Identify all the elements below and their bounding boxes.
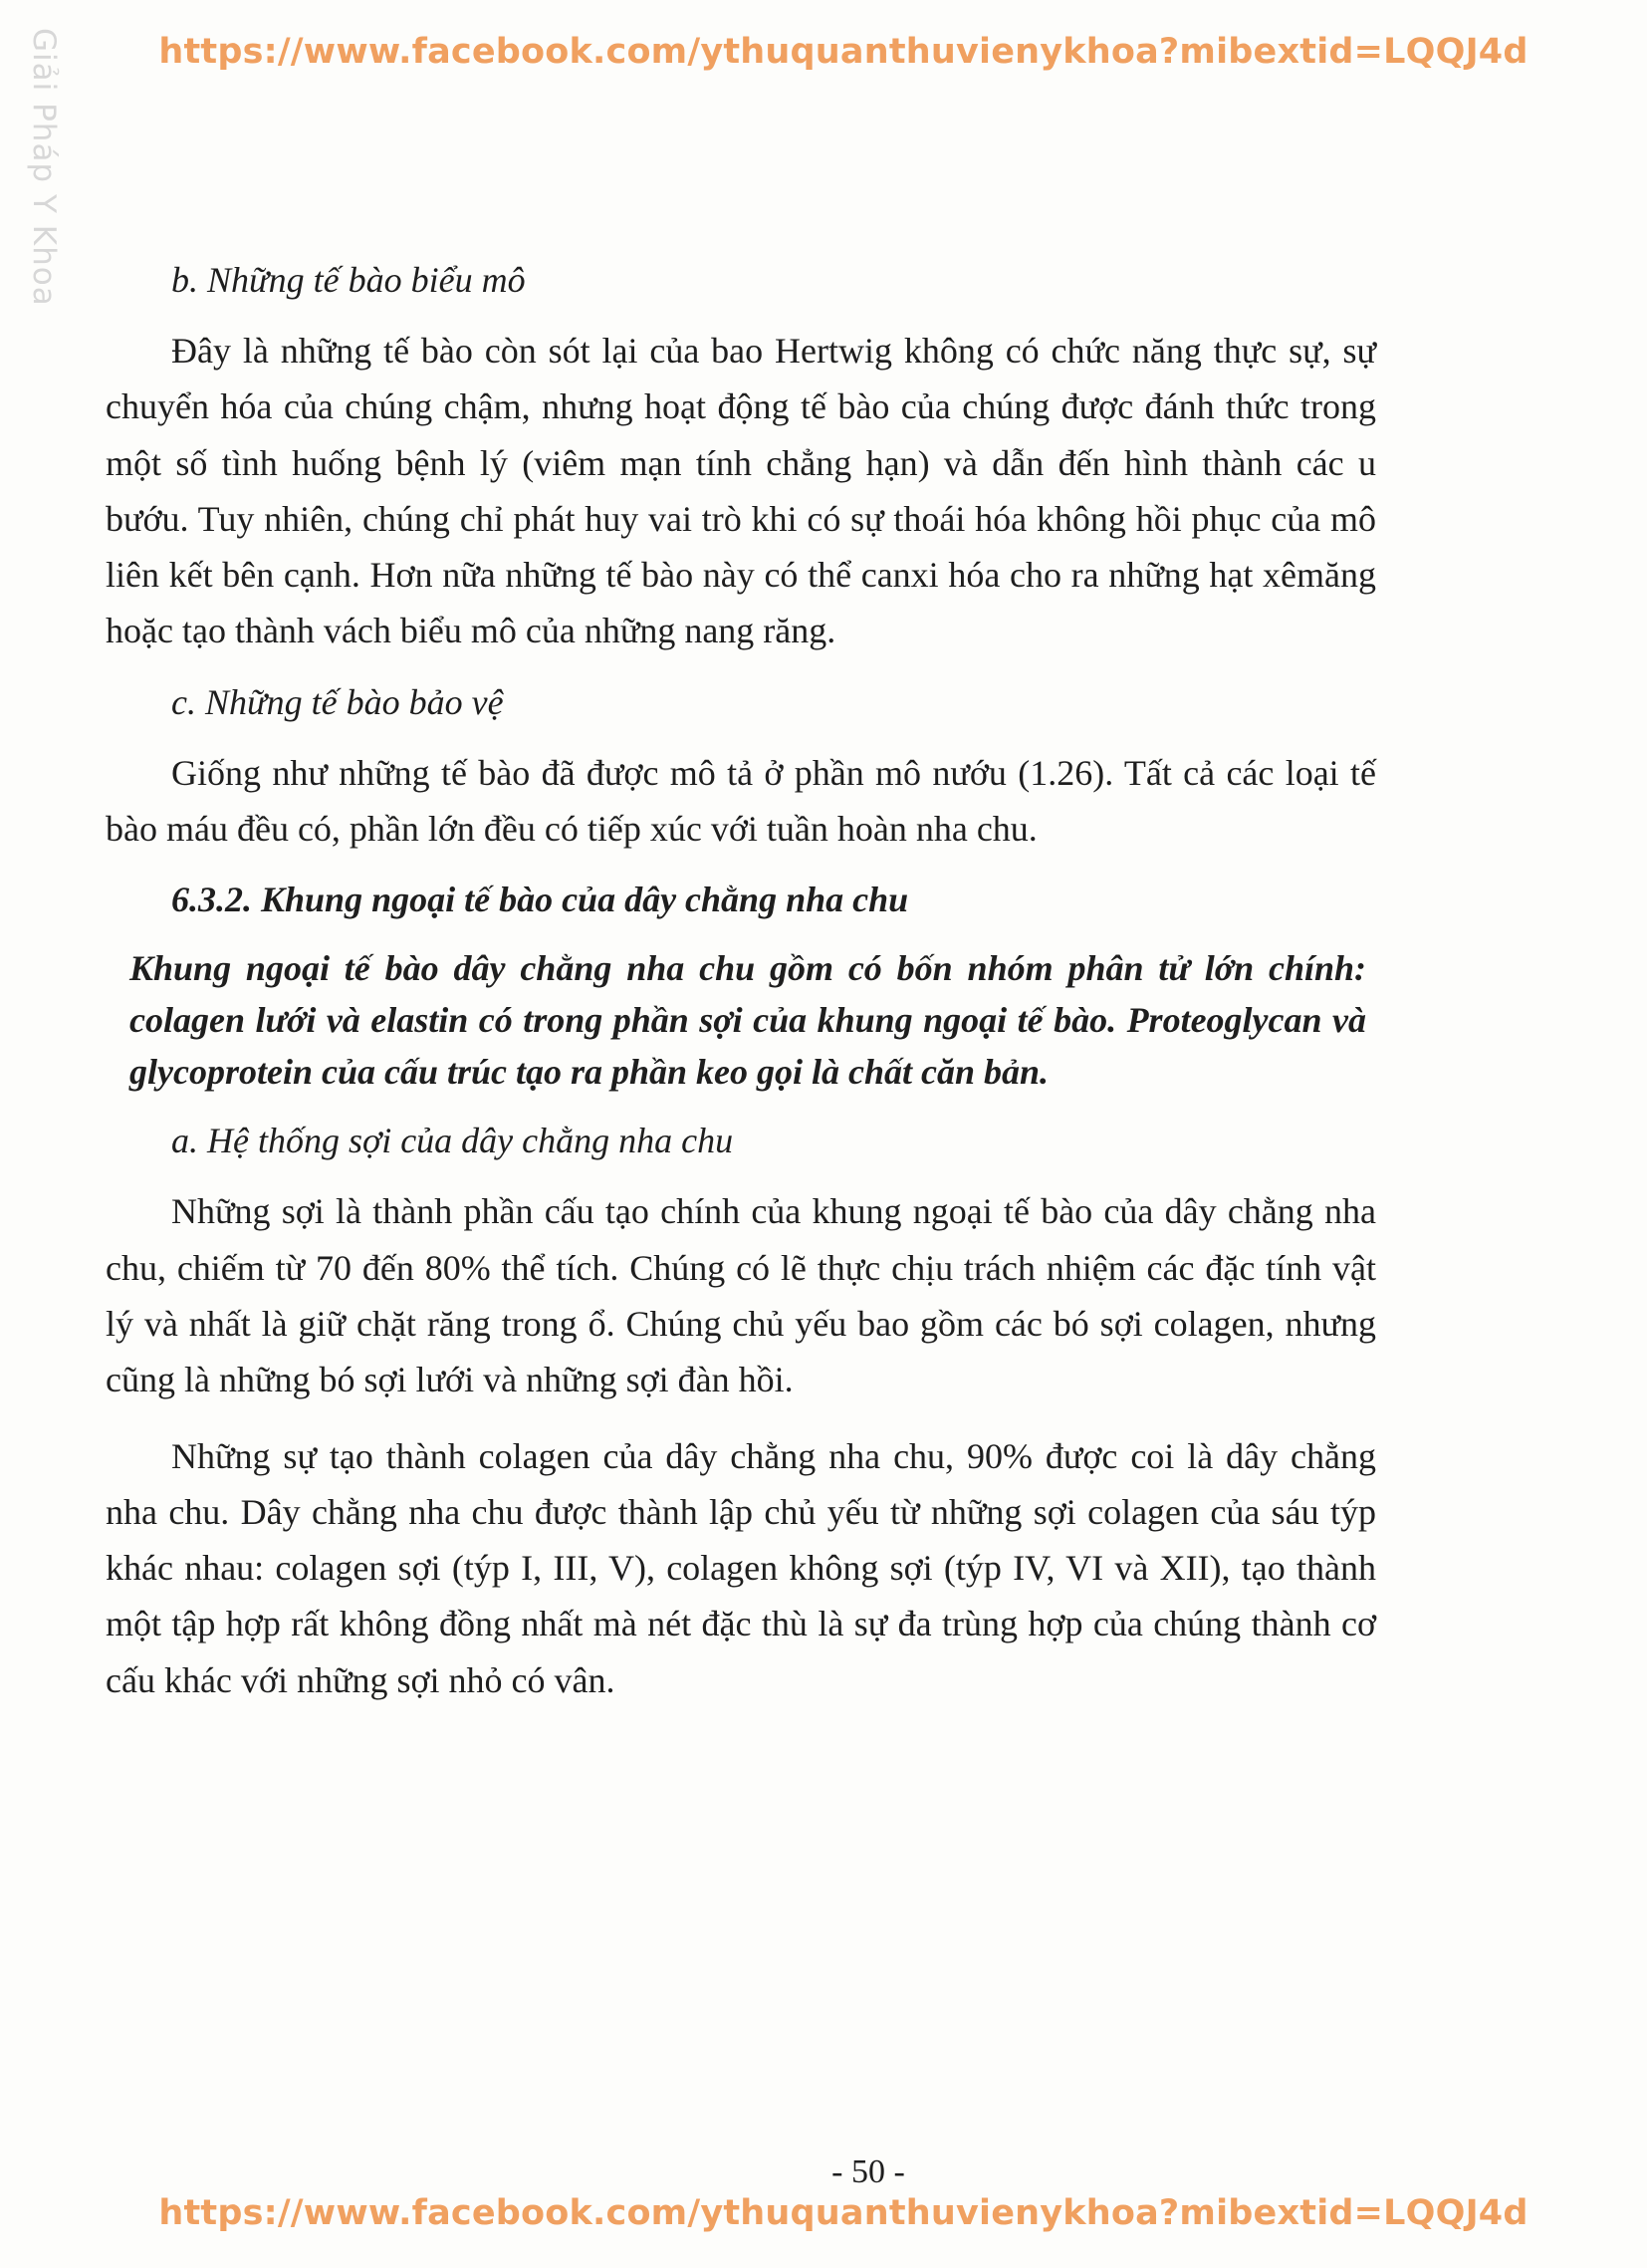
heading-632: 6.3.2. Khung ngoại tế bào của dây chằng nha chu <box>171 880 909 920</box>
summary-632: Khung ngoại tế bào dây chằng nha chu gồm có bốn nhóm phân tử lớn chính: colagen lưới và elastin có trong phần sợi của khung ngoại tế bào. Proteoglycan và glycoprotein của cấu trúc tạo ra phần keo gọi là chất căn bản. <box>129 948 1366 1093</box>
heading-c: c. Những tế bào bảo vệ <box>171 681 504 722</box>
paragraph-b: Đây là những tế bào còn sót lại của bao Hertwig không có chức năng thực sự, sự chuyển hóa của chúng chậm, nhưng hoạt động tế bào của chúng được đánh thức trong một số tình huống bệnh lý (viêm mạn tính chẳng hạn) và dẫn đến hình thành các u bướu. Tuy nhiên, chúng chỉ phát huy vai trò khi có sự thoái hóa không hồi phục của mô liên kết bên cạnh. Hơn nữa những tế bào này có thể canxi hóa cho ra những hạt xêmăng hoặc tạo thành vách biểu mô của những nang răng. <box>106 331 1376 651</box>
side-watermark: Giải Pháp Y Khoa <box>26 28 62 307</box>
page-content <box>106 251 1376 1708</box>
paragraph-c: Giống như những tế bào đã được mô tả ở phần mô nướu (1.26). Tất cả các loại tế bào máu đều có, phần lớn đều có tiếp xúc với tuần hoàn nha chu. <box>106 752 1376 850</box>
watermark-url-bottom: https://www.facebook.com/ythuquanthuvienykhoa?mibextid=LQQJ4d <box>158 2193 1529 2233</box>
page-number: - 50 - <box>831 2153 905 2190</box>
heading-a: a. Hệ thống sợi của dây chằng nha chu <box>171 1121 734 1161</box>
heading-b: b. Những tế bào biểu mô <box>171 260 526 300</box>
watermark-url-top: https://www.facebook.com/ythuquanthuvienykhoa?mibextid=LQQJ4d <box>158 32 1529 72</box>
paragraph-a-1: Những sợi là thành phần cấu tạo chính của khung ngoại tế bào của dây chằng nha chu, chiếm từ 70 đến 80% thể tích. Chúng có lẽ thực chịu trách nhiệm các đặc tính vật lý và nhất là giữ chặt răng trong ổ. Chúng chủ yếu bao gồm các bó sợi colagen, nhưng cũng là những bó sợi lưới và những sợi đàn hồi. <box>106 1191 1376 1400</box>
paragraph-a-2: Những sự tạo thành colagen của dây chằng nha chu, 90% được coi là dây chằng nha chu. Dây chằng nha chu được thành lập chủ yếu từ những sợi colagen của sáu týp khác nhau: colagen sợi (týp I, III, V), colagen không sợi (týp IV, VI và XII), tạo thành một tập hợp rất không đồng nhất mà nét đặc thù là sự đa trùng hợp của chúng thành cơ cấu khác với những sợi nhỏ có vân. <box>106 1435 1376 1700</box>
